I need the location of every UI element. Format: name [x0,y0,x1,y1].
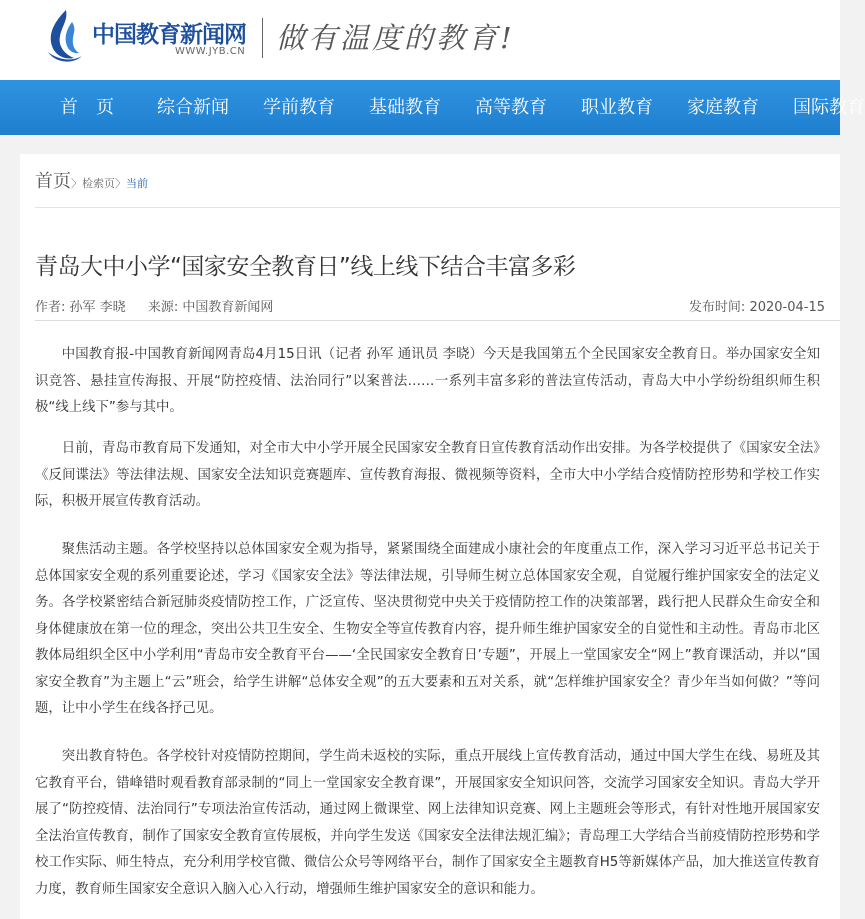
author-value: 孙军 李晓 [69,300,126,315]
site-url: WWW.JYB.CN [175,46,246,57]
article-title: 青岛大中小学“国家安全教育日”线上线下结合丰富多彩 [35,254,576,280]
breadcrumb-divider [35,207,840,208]
article-paragraph: 聚焦活动主题。各学校坚持以总体国家安全观为指导，紧紧围绕全面建成小康社会的年度重点工作，深入学习习近平总书记关于总体国家安全观的系列重要论述，学习《国家安全法》等法律法规，引导师生树立总体国家安全观，自觉履行维护国家安全的法定义务。各学校紧密结合新冠肺炎疫情防控工作，广泛宣传、坚决贯彻党中央关于疫情防控工作的决策部署，践行把人民群众生命安全和身体健康放在第一位的理念，突出公共卫生安全、生物安全等宣传教育内容，提升师生维护国家安全的自觉性和主动性。青岛市北区教体局组织全区中小学利用“青岛市安全教育平台——‘全民国家安全教育日’专题”，开展上一堂国家安全“网上”教育课活动，并以“国家安全教育”为主题上“云”班会，给学生讲解“总体安全观”的五大要素和五对关系，就“怎样维护国家安全？青少年当如何做？”等问题，让中小学生在线各抒己见。 [35,542,820,716]
nav-item-home[interactable]: 首 页 [60,97,114,118]
article-paragraph: 突出教育特色。各学校针对疫情防控期间，学生尚未返校的实际，重点开展线上宣传教育活动，通过中国大学生在线、易班及其它教育平台，错峰错时观看教育部录制的“同上一堂国家安全教育课”，开展国家安全知识问答，交流学习国家安全知识。青岛大学开展了“防控疫情、法治同行”专项法治宣传活动，通过网上微课堂、网上法律知识竞赛、网上主题班会等形式，有针对性地开展国家安全法治宣传教育，制作了国家安全教育宣传展板，并向学生发送《国家安全法律法规汇编》；青岛理工大学结合当前疫情防控形势和学校工作实际、师生特点，充分利用学校官微、微信公众号等网络平台，制作了国家安全主题教育H5等新媒体产品，加大推送宣传教育力度，教育师生国家安全意识入脑入心入行动，增强师生维护国家安全的意识和能力。 [35,749,820,897]
nav-item-vocational[interactable]: 职业教育 [581,97,653,118]
nav-item-general-news[interactable]: 综合新闻 [157,97,229,118]
article-paragraph: 中国教育报-中国教育新闻网青岛4月15日讯（记者 孙军 通讯员 李晓）今天是我国第五个全民国家安全教育日。举办国家安全知识竞答、悬挂宣传海报、开展“防控疫情、法治同行”以案普法……一系列丰富多彩的普法宣传活动，青岛大中小学纷纷组织师生积极“线上线下”参与其中。 [35,347,820,415]
site-header [0,0,840,80]
site-slogan: 做有温度的教育! [276,21,515,55]
nav-item-international[interactable]: 国际教育 [793,97,865,118]
nav-item-preschool[interactable]: 学前教育 [263,97,335,118]
source-label: 来源: [147,300,179,315]
article-meta [35,296,825,315]
publish-date: 2020-04-15 [749,300,825,315]
source-value: 中国教育新闻网 [182,300,274,315]
nav-item-basic-education[interactable]: 基础教育 [369,97,441,118]
nav-item-family[interactable]: 家庭教育 [687,97,759,118]
main-nav [0,80,865,135]
breadcrumb-separator: 〉 [115,177,126,190]
breadcrumb [35,169,148,195]
meta-divider [35,320,840,321]
site-name[interactable]: 中国教育新闻网 [92,21,246,48]
logo-divider [262,18,263,58]
breadcrumb-search[interactable]: 检索页 [82,177,115,190]
breadcrumb-current: 当前 [126,177,148,190]
nav-item-higher-education[interactable]: 高等教育 [475,97,547,118]
author-label: 作者: [35,300,66,315]
publish-label: 发布时间: [688,300,746,315]
breadcrumb-home[interactable]: 首页 [35,171,71,192]
flame-logo-icon[interactable] [44,8,84,64]
breadcrumb-separator: 〉 [71,177,82,190]
article-paragraph: 日前，青岛市教育局下发通知，对全市大中小学开展全民国家安全教育日宣传教育活动作出安排。为各学校提供了《国家安全法》《反间谍法》等法律法规、国家安全法知识竞赛题库、宣传教育海报、微视频等资料，全市大中小学结合疫情防控形势和学校工作实际，积极开展宣传教育活动。 [35,441,820,509]
publish-time [689,296,825,315]
article-card [20,154,840,919]
